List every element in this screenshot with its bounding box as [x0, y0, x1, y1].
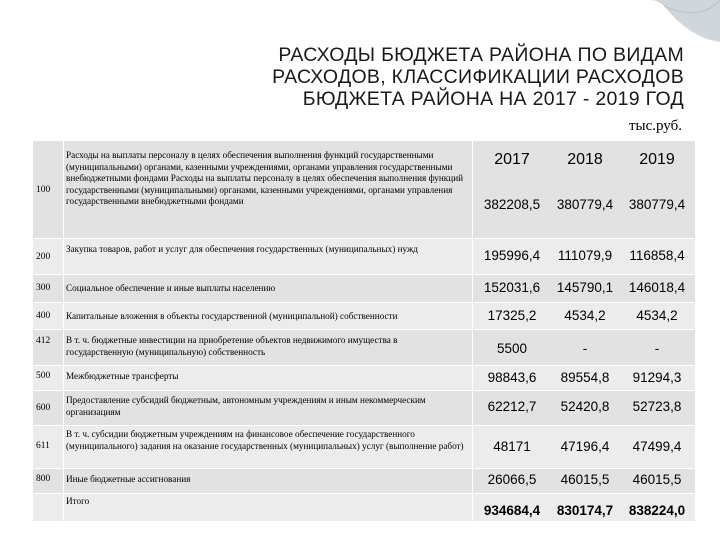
value-2017: 152031,6 [483, 280, 541, 295]
total-2019: 838224,0 [628, 503, 686, 518]
value-2019: 46015,5 [632, 472, 682, 487]
row-code: 300 [36, 283, 51, 293]
title-line-3: БЮДЖЕТА РАЙОНА НА 2017 - 2019 ГОД [302, 88, 684, 110]
row-description: В т. ч. бюджетные инвестиции на приобретение объектов недвижимого имущества в государственную (муниципальную) собственность [66, 335, 398, 357]
year-header-2018: 2018 [567, 151, 603, 168]
value-2018: 111079,9 [557, 248, 613, 263]
table-row-100 [33, 141, 695, 238]
value-2019: 116858,4 [629, 248, 685, 263]
table-row-total [33, 494, 695, 521]
row-code: 100 [36, 185, 51, 195]
row-description: Межбюджетные трансферты [66, 371, 179, 381]
row-code: 200 [36, 252, 51, 262]
year-header-2019: 2019 [639, 151, 675, 168]
value-2019: 4534,2 [636, 308, 678, 323]
value-2018: - [582, 341, 588, 356]
row-description: В т. ч. субсидии бюджетным учреждениям на финансовое обеспечение государственного (муниципального) задания на оказание государственных (муниципальных) услуг (выполнение работ) [66, 429, 464, 451]
value-2018: 380779,4 [556, 197, 614, 212]
value-2019: 52723,8 [632, 399, 682, 414]
column-divider [63, 141, 64, 521]
row-description: Социальное обеспечение и иные выплаты населению [66, 283, 276, 293]
table-row-412 [33, 330, 695, 365]
row-code: 611 [36, 441, 50, 451]
row-code: 400 [36, 311, 51, 321]
value-2017: 48171 [493, 439, 531, 454]
column-divider [472, 141, 473, 521]
value-2018: 52420,8 [560, 399, 610, 414]
table-row-500 [33, 366, 695, 390]
value-2017: 26066,5 [487, 472, 537, 487]
table-row-300 [33, 275, 695, 302]
row-description: Расходы на выплаты персоналу в целях обеспечения выполнения функций государственными (муниципальными) органами, казенными учреждениями, органами управления государственными внебюджетными фондами Расходы на выплаты персоналу в целях обеспечения выполнения функций государственными (муниципальными) органами, казенными учреждениями, органами управления государственными внебюджетными фондами [66, 150, 464, 206]
value-2018: 47196,4 [560, 439, 610, 454]
value-2017: 5500 [496, 341, 528, 356]
year-header-2017: 2017 [494, 151, 530, 168]
table-row-600 [33, 391, 695, 425]
row-description: Капитальные вложения в объекты государственной (муниципальной) собственности [66, 311, 398, 321]
row-description: Закупка товаров, работ и услуг для обеспечения государственных (муниципальных) нужд [66, 244, 418, 254]
title-line-2: РАСХОДОВ, КЛАССИФИКАЦИИ РАСХОДОВ [272, 66, 684, 88]
row-code: 412 [36, 336, 51, 346]
total-2017: 934684,4 [483, 503, 541, 518]
page-title [164, 44, 684, 110]
budget-table [33, 141, 695, 521]
row-description: Иные бюджетные ассигнования [66, 474, 191, 484]
row-code: 600 [36, 403, 51, 413]
value-2017: 98843,6 [487, 370, 537, 385]
value-2018: 89554,8 [560, 370, 610, 385]
value-2017: 62212,7 [487, 399, 537, 414]
value-2019: 47499,4 [632, 439, 682, 454]
value-2019: 91294,3 [632, 370, 682, 385]
total-2018: 830174,7 [556, 503, 614, 518]
value-2017: 195996,4 [483, 248, 541, 263]
title-line-1: РАСХОДЫ БЮДЖЕТА РАЙОНА ПО ВИДАМ [278, 44, 684, 66]
row-code: 500 [36, 371, 51, 381]
page-corner-decoration [650, 0, 720, 42]
value-2019: 146018,4 [628, 280, 686, 295]
table-row-611 [33, 426, 695, 468]
units-label: тыс.руб. [628, 118, 682, 134]
value-2017: 382208,5 [483, 197, 541, 212]
value-2018: 46015,5 [560, 472, 610, 487]
value-2018: 145790,1 [556, 280, 614, 295]
total-label: Итого [66, 496, 90, 506]
row-description: Предоставление субсидий бюджетным, автономным учреждениям и иным некоммерческим организациям [66, 395, 426, 417]
table-row-800 [33, 469, 695, 493]
value-2017: 17325,2 [487, 308, 537, 323]
row-code: 800 [36, 474, 51, 484]
value-2018: 4534,2 [564, 308, 606, 323]
table-row-200 [33, 239, 695, 274]
table-row-400 [33, 303, 695, 329]
value-2019: - [654, 341, 660, 356]
value-2019: 380779,4 [628, 197, 686, 212]
